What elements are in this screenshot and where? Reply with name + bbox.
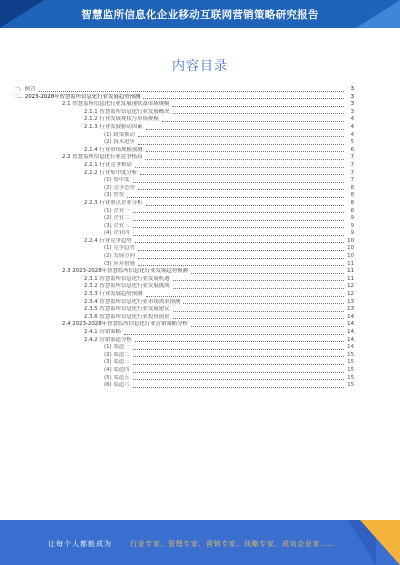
toc-leader-dots	[138, 258, 344, 259]
toc-entry-text: (2) 渠道二	[104, 351, 130, 358]
toc-entry-text: 2.2.3 行业重点企业分析	[84, 199, 143, 206]
toc-entry[interactable]	[14, 185, 354, 193]
toc-entry-text: (6) 渠道六	[104, 382, 130, 389]
toc-entry-text: 2.3.3 行业发展趋势预测	[84, 291, 143, 298]
toc-entry[interactable]	[14, 154, 354, 162]
toc-leader-dots	[138, 265, 344, 266]
toc-page-number: 6	[350, 146, 354, 153]
toc-entry[interactable]	[14, 253, 354, 261]
toc-leader-dots	[133, 235, 344, 236]
toc-entry[interactable]	[14, 291, 354, 299]
table-of-contents	[14, 86, 354, 390]
toc-entry[interactable]	[14, 192, 354, 200]
toc-entry[interactable]	[14, 352, 354, 360]
toc-entry[interactable]	[14, 276, 354, 284]
toc-entry-text: 2.1.4 行业市场规模预测	[84, 146, 143, 153]
toc-leader-dots	[173, 280, 344, 281]
toc-page-number: 12	[347, 283, 354, 290]
toc-page-number: 7	[350, 154, 354, 161]
toc-entry-text: 2.4 2023-2028年智慧监所信息化行业营销策略分析	[62, 321, 188, 328]
toc-page-number: 4	[350, 116, 354, 123]
toc-leader-dots	[140, 174, 344, 175]
toc-entry-text: 2.2 智慧监所信息化行业竞争格局	[62, 154, 143, 161]
toc-leader-dots	[183, 303, 344, 304]
toc-entry[interactable]	[14, 147, 354, 155]
toc-entry-text: (2) 竞争态势	[104, 184, 135, 191]
toc-leader-dots	[135, 242, 344, 243]
toc-leader-dots	[133, 220, 344, 221]
toc-entry[interactable]	[14, 109, 354, 117]
toc-page-number: 15	[347, 366, 354, 373]
toc-entry-text: (1) 竞争趋势	[104, 245, 135, 252]
toc-entry-text: 2.3.2 智慧监所信息化行业发展挑战	[84, 283, 170, 290]
toc-page-number: 9	[350, 230, 354, 237]
toc-entry-text: 2.3.1 智慧监所信息化行业发展机遇	[84, 275, 170, 282]
toc-entry[interactable]	[14, 283, 354, 291]
toc-entry-text: 2.1.1 智慧监所信息化行业发展概况	[84, 108, 170, 115]
toc-entry[interactable]	[14, 208, 354, 216]
toc-heading: 内容目录	[171, 59, 228, 74]
toc-entry[interactable]	[14, 337, 354, 345]
toc-page-number: 14	[347, 336, 354, 343]
toc-page-number: 7	[350, 177, 354, 184]
toc-leader-dots	[133, 212, 344, 213]
toc-entry-text: (4) 企业四	[104, 230, 130, 237]
toc-entry[interactable]	[14, 314, 354, 322]
toc-entry[interactable]	[14, 367, 354, 375]
toc-leader-dots	[133, 364, 344, 365]
toc-leader-dots	[133, 372, 344, 373]
toc-page-number: 11	[347, 260, 354, 267]
toc-entry[interactable]	[14, 170, 354, 178]
toc-leader-dots	[138, 144, 344, 145]
toc-entry-text: 一、前言	[14, 86, 36, 92]
toc-entry[interactable]	[14, 132, 354, 140]
toc-leader-dots	[138, 250, 344, 251]
toc-leader-dots	[133, 349, 344, 350]
toc-page-number: 13	[347, 306, 354, 313]
toc-entry[interactable]	[14, 238, 354, 246]
toc-entry-text: 2.2.2 行业集中度分析	[84, 169, 138, 176]
toc-page-number: 8	[350, 184, 354, 191]
toc-leader-dots	[173, 318, 344, 319]
toc-entry[interactable]	[14, 382, 354, 390]
toc-entry[interactable]	[14, 139, 354, 147]
toc-leader-dots	[133, 356, 344, 357]
toc-page-number: 15	[347, 382, 354, 389]
footer-slogan-lead: 让每个人都能成为	[48, 540, 112, 548]
toc-entry-text: 2.3.4 智慧监所信息化行业市场需求预测	[84, 298, 181, 305]
toc-entry-text: 2.1.3 行业发展驱动因素	[84, 123, 143, 130]
toc-leader-dots	[143, 98, 344, 99]
toc-entry[interactable]	[14, 162, 354, 170]
toc-entry-text: 2.3.6 智慧监所信息化行业投资前景	[84, 313, 170, 320]
toc-entry-text: (1) 渠道一	[104, 344, 130, 351]
report-title: 智慧监所信息化企业移动互联网营销策略研究报告	[81, 9, 319, 21]
toc-page-number: 7	[350, 161, 354, 168]
footer-banner	[0, 520, 400, 565]
toc-page-number: 7	[350, 169, 354, 176]
toc-leader-dots	[146, 129, 344, 130]
toc-leader-dots	[162, 121, 344, 122]
toc-leader-dots	[146, 296, 344, 297]
toc-page-number: 11	[347, 268, 354, 275]
toc-page-number: 14	[347, 313, 354, 320]
report-header-banner	[0, 0, 400, 28]
toc-page-number: 3	[350, 101, 354, 108]
toc-leader-dots	[173, 311, 344, 312]
toc-entry-text: (1) 政策推动	[104, 131, 135, 138]
toc-entry[interactable]	[14, 124, 354, 132]
toc-entry[interactable]	[14, 268, 354, 276]
toc-leader-dots	[133, 379, 344, 380]
toc-leader-dots	[172, 106, 344, 107]
toc-entry[interactable]	[14, 116, 354, 124]
toc-entry[interactable]	[14, 261, 354, 269]
toc-leader-dots	[146, 205, 344, 206]
toc-leader-dots	[191, 273, 344, 274]
toc-entry-text: 2.3 2023-2028年智慧监所信息化行业发展趋势预测	[62, 268, 188, 275]
toc-entry[interactable]	[14, 230, 354, 238]
toc-page-number: 5	[350, 139, 354, 146]
toc-page-number: 14	[347, 329, 354, 335]
toc-entry-text: 2.1.2 行业发展现状与市场规模	[84, 116, 159, 123]
toc-entry-text: 2.4.2 营销渠道分析	[84, 336, 132, 343]
toc-entry[interactable]	[14, 223, 354, 231]
toc-entry-text: (1) 集中度	[104, 177, 130, 184]
toc-entry-text: (3) 企业三	[104, 222, 130, 229]
toc-leader-dots	[135, 341, 344, 342]
toc-page-number: 3	[350, 108, 354, 115]
toc-entry-text: 2.2.4 行业竞争趋势	[84, 237, 132, 244]
footer-slogan-roles: 行业专家、管理专家、营销专家、战略专家、成功企业家……	[130, 540, 336, 548]
toc-leader-dots	[146, 151, 344, 152]
toc-entry[interactable]	[14, 86, 354, 94]
toc-entry-text: (3) 渠道三	[104, 359, 130, 366]
toc-entry-text: (3) 壁垒	[104, 192, 125, 199]
toc-entry[interactable]	[14, 245, 354, 253]
toc-entry[interactable]	[14, 215, 354, 223]
toc-entry-text: 2.4.1 营销策略	[84, 329, 121, 335]
toc-entry[interactable]	[14, 329, 354, 337]
toc-leader-dots	[127, 197, 344, 198]
toc-entry[interactable]	[14, 375, 354, 383]
toc-entry-text: (2) 发展方向	[104, 253, 135, 260]
toc-leader-dots	[135, 167, 344, 168]
toc-leader-dots	[133, 182, 344, 183]
toc-entry-text: (2) 企业二	[104, 215, 130, 222]
toc-entry[interactable]	[14, 359, 354, 367]
toc-leader-dots	[133, 227, 344, 228]
toc-entry[interactable]	[14, 101, 354, 109]
toc-page-number: 13	[347, 298, 354, 305]
toc-entry-text: 2.2.1 行业竞争格局	[84, 161, 132, 168]
toc-entry[interactable]	[14, 177, 354, 185]
toc-page-number: 15	[347, 374, 354, 381]
toc-entry[interactable]	[14, 94, 354, 102]
toc-entry[interactable]	[14, 344, 354, 352]
toc-entry-text: 2.3.5 智慧监所信息化行业发展建议	[84, 306, 170, 313]
toc-page-number: 14	[347, 321, 354, 328]
toc-entry[interactable]	[14, 321, 354, 329]
toc-page-number: 4	[350, 131, 354, 138]
toc-leader-dots	[173, 288, 344, 289]
toc-page-number: 8	[350, 199, 354, 206]
toc-entry-text: (1) 企业一	[104, 207, 130, 214]
toc-page-number: 3	[350, 93, 354, 100]
toc-leader-dots	[133, 387, 344, 388]
footer-decoration-corner	[360, 520, 400, 565]
toc-entry-text: (5) 渠道五	[104, 374, 130, 381]
toc-page-number: 3	[350, 86, 354, 92]
toc-entry[interactable]	[14, 200, 354, 208]
toc-leader-dots	[145, 159, 344, 160]
toc-entry-text: 2.1 智慧监所信息化行业发展现状及市场规模	[62, 101, 170, 108]
toc-entry[interactable]	[14, 299, 354, 307]
toc-page-number: 11	[347, 275, 354, 282]
toc-page-number: 15	[347, 351, 354, 358]
toc-page-number: 10	[347, 245, 354, 252]
toc-page-number: 8	[350, 192, 354, 199]
toc-page-number: 15	[347, 359, 354, 366]
toc-leader-dots	[138, 189, 344, 190]
toc-page-number: 10	[347, 237, 354, 244]
toc-entry-text: (2) 技术进步	[104, 139, 135, 146]
toc-leader-dots	[124, 334, 344, 335]
toc-entry-text: (3) 应对措施	[104, 260, 135, 267]
toc-entry-text: 二、2023-2028年智慧监所信息化行业发展趋势预测	[14, 93, 141, 100]
toc-page-number: 10	[347, 253, 354, 260]
toc-entry-text: (4) 渠道四	[104, 366, 130, 373]
toc-page-number: 12	[347, 291, 354, 298]
toc-leader-dots	[173, 113, 344, 114]
toc-entry[interactable]	[14, 306, 354, 314]
toc-leader-dots	[39, 91, 344, 92]
toc-leader-dots	[138, 136, 344, 137]
toc-page-number: 9	[350, 215, 354, 222]
toc-page-number: 14	[347, 344, 354, 351]
toc-page-number: 9	[350, 222, 354, 229]
toc-leader-dots	[191, 326, 344, 327]
toc-page-number: 8	[350, 207, 354, 214]
toc-page-number: 4	[350, 123, 354, 130]
